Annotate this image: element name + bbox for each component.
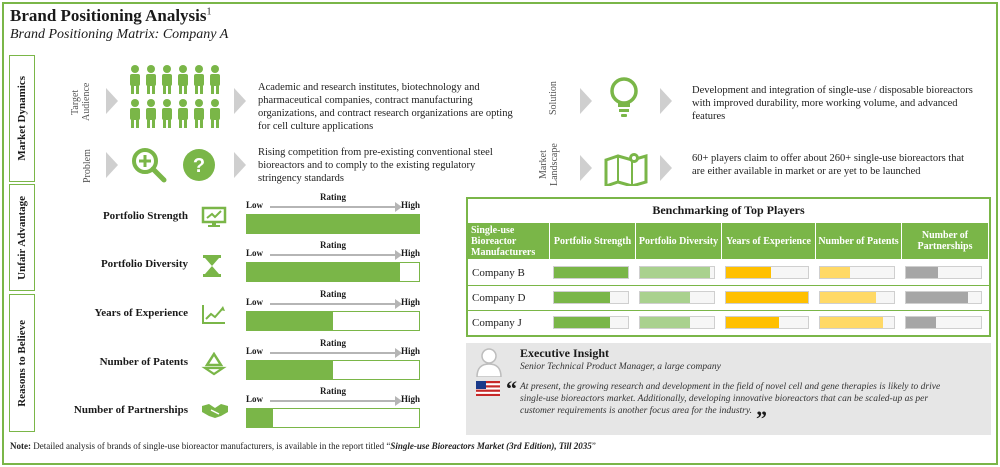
bench-bar — [819, 316, 895, 329]
chevron-right-icon — [234, 152, 246, 178]
svg-text:?: ? — [192, 155, 206, 177]
person-icon — [476, 347, 502, 382]
page-title: Brand Positioning Analysis$^1$ — [10, 6, 212, 25]
rating-fill — [247, 312, 333, 330]
open-quote-icon: “ — [506, 376, 517, 401]
rating-high-label: High — [400, 346, 420, 356]
bench-bar — [639, 266, 715, 279]
bench-bar — [905, 266, 982, 279]
chevron-right-icon — [234, 88, 246, 114]
rating-title: Rating — [319, 386, 346, 396]
bench-bar — [553, 291, 629, 304]
bench-bar — [905, 316, 982, 329]
recycle-icon — [201, 352, 227, 381]
rating-low-label: Low — [246, 297, 264, 307]
rating-high-label: High — [400, 394, 420, 404]
insight-quote: At present, the growing research and development in the field of novel cell and gene therapies is likely to drive single-use bioreactors market. Additionally, developing innovative bioreactors that can be scaled-up as per customer requirements is another focus area for the industry. — [520, 382, 941, 416]
bench-bar — [553, 266, 629, 279]
rating-low-label: Low — [246, 200, 264, 210]
rating-scale — [246, 338, 420, 382]
handshake-icon — [201, 400, 229, 425]
solution-label: Solution — [548, 81, 559, 115]
rating-label: Number of Partnerships — [73, 404, 188, 416]
bench-bar-fill — [554, 267, 628, 278]
rating-low-label: Low — [246, 394, 264, 404]
rating-label: Portfolio Diversity — [100, 258, 188, 270]
rating-label: Number of Patents — [99, 356, 188, 368]
footnote: Note: Detailed analysis of brands of single-use bioreactor manufacturers, is available in the report titled “Single-use Bioreactors Market (3rd Edition), Till 2035” — [10, 441, 596, 451]
rating-label: Portfolio Strength — [102, 210, 188, 222]
insight-heading: Executive Insight — [520, 346, 610, 360]
bench-row-label: Company B — [472, 267, 525, 279]
section-unfair-advantage: Unfair Advantage — [9, 184, 35, 291]
section-reasons-to-believe: Reasons to Believe — [9, 294, 35, 432]
problem-label: Problem — [82, 149, 93, 183]
bench-column-header: Years of Experience — [722, 223, 816, 259]
rating-track — [246, 262, 420, 282]
benchmarking-title: Benchmarking of Top Players — [652, 203, 805, 217]
rating-high-label: High — [400, 297, 420, 307]
rating-title: Rating — [319, 192, 346, 202]
bench-bar-fill — [640, 292, 690, 303]
bench-bar — [905, 291, 982, 304]
bench-column-header: Portfolio Diversity — [636, 223, 722, 259]
rating-arrow — [270, 254, 398, 256]
solution-text: Development and integration of single-use / disposable bioreactors with improved durability, more working volume, and advanced features — [692, 85, 973, 122]
bench-bar — [725, 266, 809, 279]
bench-bar-fill — [726, 267, 771, 278]
magnifier-plus-icon — [130, 146, 168, 189]
rating-fill — [247, 263, 400, 281]
people-group-icon — [128, 64, 226, 135]
chevron-right-icon — [106, 152, 118, 178]
question-icon — [182, 148, 216, 187]
section-market-dynamics: Market Dynamics — [9, 55, 35, 182]
rating-title: Rating — [319, 289, 346, 299]
bench-row-label: Company D — [472, 292, 526, 304]
bench-bar — [819, 291, 895, 304]
bench-bar — [725, 316, 809, 329]
monitor-icon — [201, 206, 227, 233]
target-audience-label: Target Audience — [70, 82, 92, 122]
bench-bar-fill — [640, 317, 690, 328]
rating-title: Rating — [319, 338, 346, 348]
rating-scale — [246, 192, 420, 236]
bench-column-header: Portfolio Strength — [550, 223, 636, 259]
bench-bar-fill — [906, 317, 936, 328]
bench-bar — [639, 291, 715, 304]
bench-column-header: Number of Partnerships — [902, 223, 989, 259]
bench-bar-fill — [906, 292, 968, 303]
rating-fill — [247, 409, 273, 427]
bench-bar-fill — [906, 267, 938, 278]
bench-bar-fill — [726, 317, 779, 328]
bench-bar — [553, 316, 629, 329]
rating-scale — [246, 289, 420, 333]
bench-bar-fill — [820, 292, 876, 303]
executive-insight — [466, 343, 991, 435]
rating-arrow — [270, 352, 398, 354]
rating-title: Rating — [319, 240, 346, 250]
bench-bar-fill — [640, 267, 710, 278]
rating-high-label: High — [400, 200, 420, 210]
chevron-right-icon — [580, 155, 592, 181]
bench-bar-fill — [554, 317, 610, 328]
us-flag-icon — [476, 381, 500, 401]
rating-low-label: Low — [246, 346, 264, 356]
bench-row-label: Company J — [472, 317, 522, 329]
hourglass-icon — [201, 254, 223, 283]
lightbulb-icon — [608, 76, 640, 123]
bench-column-header: Number of Patents — [816, 223, 902, 259]
rating-arrow — [270, 303, 398, 305]
rating-arrow — [270, 400, 398, 402]
chevron-right-icon — [580, 88, 592, 114]
rating-scale — [246, 240, 420, 284]
close-quote-icon: ” — [756, 406, 767, 431]
bench-bar — [639, 316, 715, 329]
bench-bar — [819, 266, 895, 279]
insight-author: Senior Technical Product Manager, a large company — [520, 362, 721, 372]
rating-track — [246, 311, 420, 331]
bench-column-header: Single-use Bioreactor Manufacturers — [468, 223, 550, 259]
rating-track — [246, 408, 420, 428]
rating-low-label: Low — [246, 248, 264, 258]
market-landscape-text: 60+ players claim to offer about 260+ single-use bioreactors that are either available in market or are yet to be launched — [692, 153, 965, 177]
bench-bar-fill — [554, 292, 610, 303]
page-subtitle: Brand Positioning Matrix: Company A — [10, 27, 229, 42]
rating-fill — [247, 361, 333, 379]
rating-track — [246, 214, 420, 234]
rating-scale — [246, 386, 420, 430]
target-audience-text: Academic and research institutes, biotechnology and pharmaceutical companies, contract manufacturing organizations, and contract research organizations are opting for cell culture applications — [258, 82, 513, 132]
chevron-right-icon — [106, 88, 118, 114]
rating-high-label: High — [400, 248, 420, 258]
benchmarking-table — [466, 197, 991, 337]
growth-chart-icon — [201, 303, 227, 330]
bench-bar-fill — [820, 267, 850, 278]
chevron-right-icon — [660, 155, 672, 181]
chevron-right-icon — [660, 88, 672, 114]
rating-arrow — [270, 206, 398, 208]
bench-bar — [725, 291, 809, 304]
bench-bar-fill — [726, 292, 808, 303]
rating-track — [246, 360, 420, 380]
rating-fill — [247, 215, 419, 233]
bench-bar-fill — [820, 317, 883, 328]
market-landscape-label: Market Landscape — [538, 143, 560, 187]
rating-label: Years of Experience — [94, 307, 188, 319]
map-pin-icon — [604, 150, 648, 191]
problem-text: Rising competition from pre-existing conventional steel bioreactors and to comply to the existing regulatory stringency standards — [258, 147, 493, 184]
